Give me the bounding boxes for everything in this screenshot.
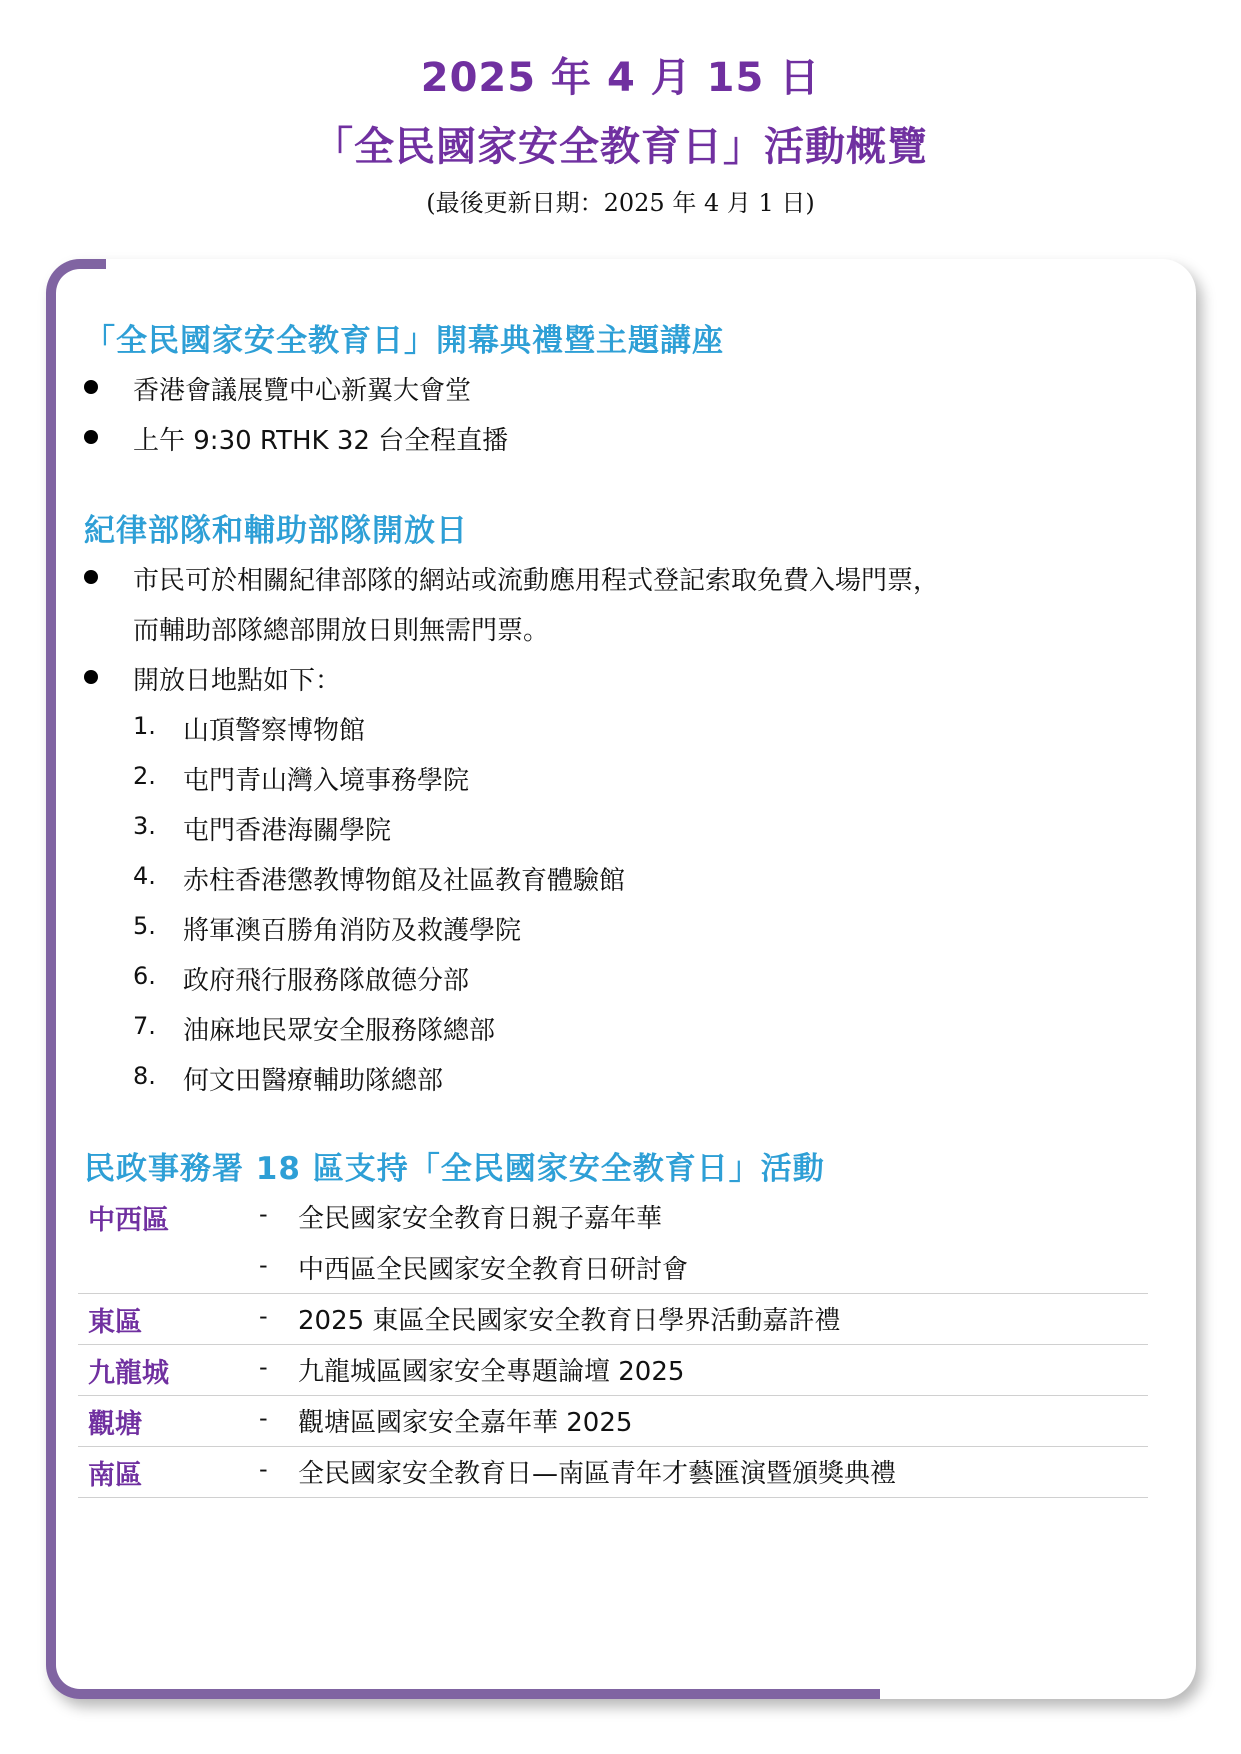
district-event: 2025 東區全民國家安全教育日學界活動嘉許禮 [298,1306,841,1336]
row-divider [78,1446,1148,1447]
venue-number: 5. [133,912,156,940]
district-name: 中西區 [88,1205,169,1236]
district-name: 東區 [88,1307,142,1338]
venue-number: 8. [133,1062,156,1090]
ticket-info-line2: 而輔助部隊總部開放日則無需門票。 [133,616,550,646]
page-title: 「全民國家安全教育日」活動概覽 [313,124,928,170]
district-event: 全民國家安全教育日—南區青年才藝匯演暨頒獎典禮 [298,1459,897,1489]
venue-name: 屯門青山灣入境事務學院 [183,766,470,796]
venue-number: 6. [133,962,156,990]
broadcast-text: 上午 9:30 RTHK 32 台全程直播 [133,426,509,456]
bullet-icon [84,570,98,584]
row-divider [78,1497,1148,1498]
bullet-icon [84,380,98,394]
venue-name: 將軍澳百勝角消防及救護學院 [183,916,522,946]
bullet-icon [84,670,98,684]
row-divider [78,1395,1148,1396]
row-dash: - [259,1302,268,1330]
district-event: 中西區全民國家安全教育日研討會 [298,1255,689,1285]
row-dash: - [259,1353,268,1381]
venue-number: 3. [133,812,156,840]
district-name: 觀塘 [88,1409,142,1440]
venue-number: 4. [133,862,156,890]
district-activities-heading: 民政事務署 18 區支持「全民國家安全教育日」活動 [84,1151,825,1187]
venue-name: 山頂警察博物館 [183,716,366,746]
district-event: 九龍城區國家安全專題論壇 2025 [298,1357,685,1387]
venue-name: 油麻地民眾安全服務隊總部 [183,1016,496,1046]
open-day-heading: 紀律部隊和輔助部隊開放日 [84,513,468,549]
row-divider [78,1344,1148,1345]
venue-list-intro: 開放日地點如下： [133,666,342,696]
venue-number: 2. [133,762,156,790]
venue-number: 7. [133,1012,156,1040]
venue-number: 1. [133,712,156,740]
last-updated: (最後更新日期：2025 年 4 月 1 日) [426,189,815,217]
venue-text: 香港會議展覽中心新翼大會堂 [133,376,472,406]
district-event: 全民國家安全教育日親子嘉年華 [298,1204,663,1234]
bullet-icon [84,430,98,444]
venue-name: 屯門香港海關學院 [183,816,392,846]
row-dash: - [259,1404,268,1432]
row-dash: - [259,1251,268,1279]
district-name: 南區 [88,1460,142,1491]
row-dash: - [259,1200,268,1228]
row-divider [78,1293,1148,1294]
ticket-info-line1: 市民可於相關紀律部隊的網站或流動應用程式登記索取免費入場門票， [133,566,940,596]
card-border-bottom [80,1689,880,1699]
row-dash: - [259,1455,268,1483]
district-event: 觀塘區國家安全嘉年華 2025 [298,1408,633,1438]
event-date: 2025 年 4 月 15 日 [420,55,821,101]
venue-name: 何文田醫療輔助隊總部 [183,1066,444,1096]
opening-ceremony-heading: 「全民國家安全教育日」開幕典禮暨主題講座 [84,323,724,359]
venue-name: 政府飛行服務隊啟德分部 [183,966,470,996]
venue-name: 赤柱香港懲教博物館及社區教育體驗館 [183,866,626,896]
district-name: 九龍城 [88,1358,169,1389]
